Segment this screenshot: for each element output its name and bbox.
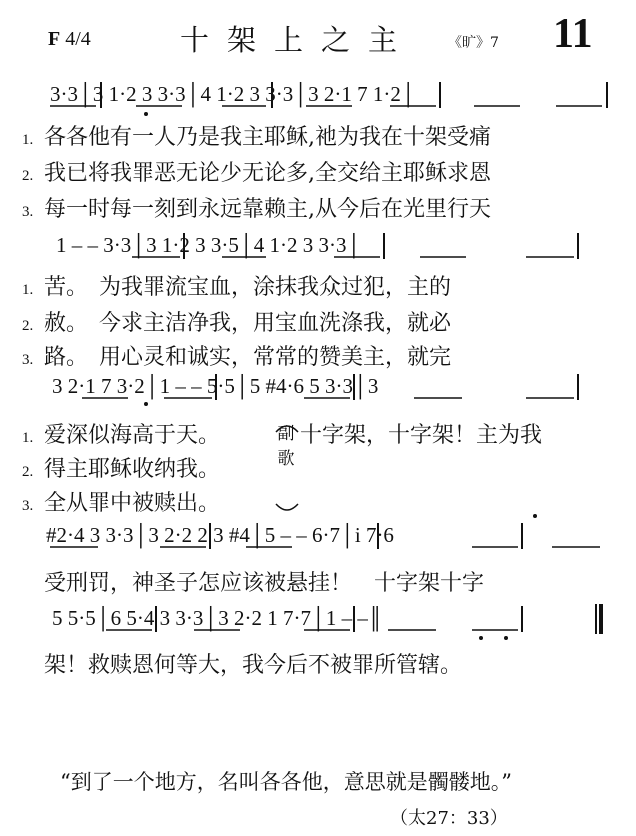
chorus-label-char: 副 [277, 424, 295, 444]
time-signature: 4/4 [65, 28, 91, 50]
verse-number: 1. [22, 430, 34, 446]
verse-3-lyric: 全从罪中被赎出。 [44, 491, 221, 516]
verse-1-lyric: 苦。 为我罪流宝血，涂抹我众过犯，主的 [44, 275, 452, 300]
verse-1-lyric: 爱深似海高于天。 [44, 423, 221, 448]
chorus-lyric: 受刑罚，神圣子怎应该被悬挂！ 十字架十字 [44, 571, 485, 596]
verse-1-lyric: 各各他有一人乃是我主耶稣,祂为我在十架受痛 [44, 125, 491, 150]
music-line-2: 1 – – 3·3│3 1·2 3 3·5│4 1·2 3 3·3│ [56, 233, 362, 257]
chorus-lyric: 十字架，十字架！主为我 [300, 423, 543, 448]
verse-number: 3. [22, 204, 34, 220]
music-line-4: #2·4 3 3·3│3 2·2 2 3 #4│5 – – 6·7│i 7·6 [46, 523, 394, 547]
music-line-1: 3·3│3 1·2 3 3·3│4 1·2 3 3·3│3 2·1 7 1·2│ [50, 82, 416, 106]
verse-3-lyric: 路。 用心灵和诚实，常常的赞美主，就完 [44, 345, 452, 370]
verse-number: 3. [22, 352, 34, 368]
verse-2-lyric: 赦。 今求主洁净我，用宝血洗涤我，就必 [44, 311, 452, 336]
verse-number: 1. [22, 132, 34, 148]
verse-2-lyric: 我已将我罪恶无论少无论多,全交给主耶稣求恩 [44, 161, 491, 186]
chorus-label-char: 歌 [277, 449, 295, 469]
hymn-title: 十架上之主 [180, 23, 416, 57]
verse-number: 2. [22, 464, 34, 480]
verse-number: 2. [22, 318, 34, 334]
scripture-reference: （太27：33） [390, 808, 508, 829]
verse-3-lyric: 每一时每一刻到永远靠赖主,从今后在光里行天 [44, 197, 491, 222]
key-letter: F [48, 28, 61, 50]
verse-number: 3. [22, 498, 34, 514]
hymn-number: 11 [553, 11, 593, 57]
verse-number: 2. [22, 168, 34, 184]
hymn-source: 《旷》7 [448, 35, 499, 51]
chorus-lyric: 架！救赎恩何等大，我今后不被罪所管辖。 [44, 653, 463, 678]
music-line-3: 3 2·1 7 3·2│1 – – 5·5│5 #4·6 5 3·3│3 [52, 374, 379, 398]
music-line-5: 5 5·5│6 5·4 3 3·3│3 2·2 1 7·7│1 – –║ [52, 606, 383, 630]
verse-number: 1. [22, 282, 34, 298]
verse-2-lyric: 得主耶稣收纳我。 [44, 457, 221, 482]
scripture-quote: “到了一个地方，名叫各各他，意思就是髑髅地。” [60, 770, 512, 794]
